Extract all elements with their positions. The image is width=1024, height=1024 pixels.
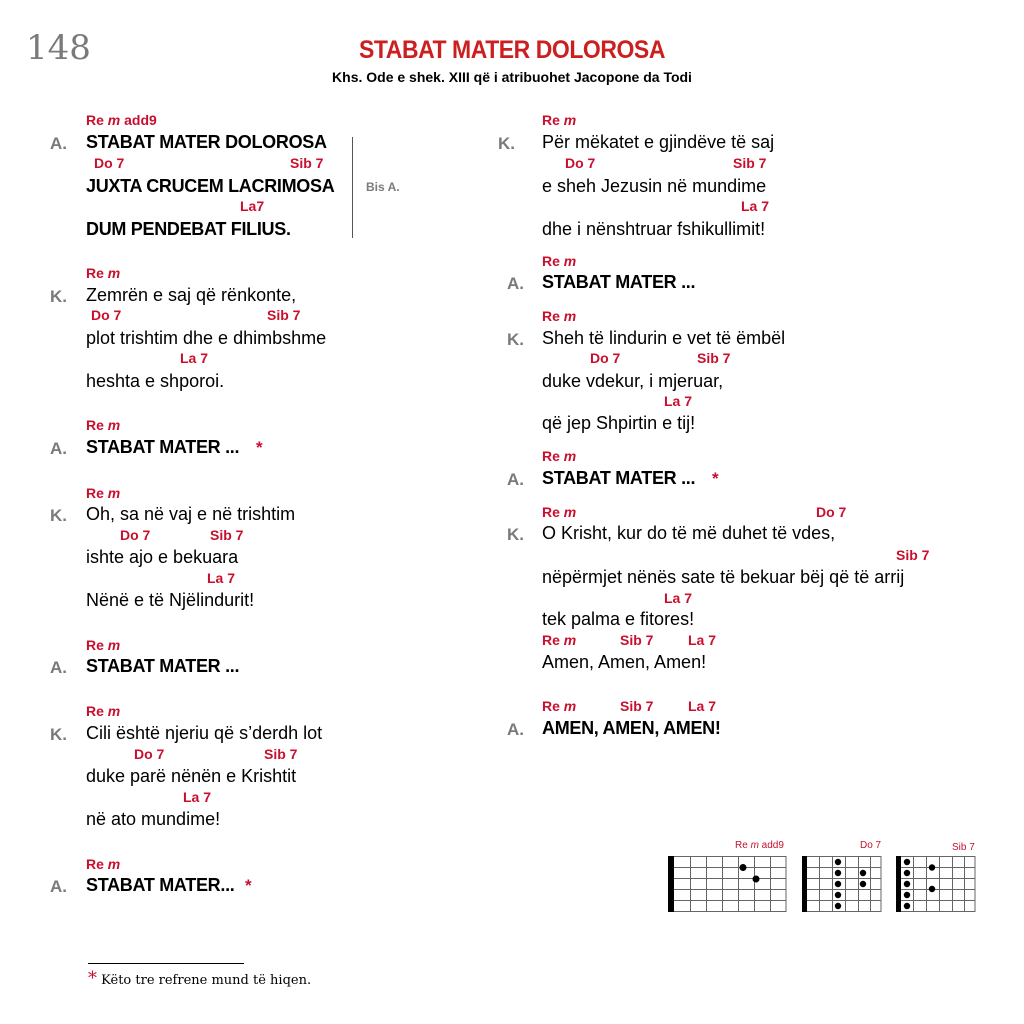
footnote-text: Këto tre refrene mund të hiqen. — [101, 973, 312, 988]
verse-label: K. — [50, 725, 67, 744]
chord: Sib 7 — [620, 632, 654, 648]
lyric-line: JUXTA CRUCEM LACRIMOSA — [86, 176, 335, 196]
song-subtitle: Khs. Ode e shek. XIII që i atribuohet Jacopone da Todi — [332, 69, 692, 85]
page-number: 148 — [26, 28, 91, 68]
chord-rem: Re m — [86, 637, 121, 653]
chord: Sib 7 — [733, 155, 767, 171]
chord: La 7 — [180, 350, 209, 366]
footnote-marker: * — [245, 876, 252, 895]
verse-label: A. — [507, 470, 524, 489]
chord: Sib 7 — [267, 307, 301, 323]
chord: La 7 — [664, 393, 693, 409]
verse-label: A. — [50, 658, 67, 677]
lyric-line: STABAT MATER ... — [542, 272, 696, 292]
lyric-line: ishte ajo e bekuara — [86, 547, 239, 567]
chord: Do 7 — [94, 155, 125, 171]
lyric-line: STABAT MATER ... — [86, 437, 240, 457]
lyric-line: tek palma e fitores! — [542, 609, 695, 629]
footnote-marker: * — [256, 438, 263, 457]
verse-label: K. — [507, 330, 524, 349]
verse-label: A. — [50, 877, 67, 896]
chord: Sib 7 — [896, 547, 930, 563]
lyric-line: Oh, sa në vaj e në trishtim — [86, 504, 296, 524]
chord: Do 7 — [120, 527, 151, 543]
chord: La7 — [240, 198, 265, 214]
lyric-line: Amen, Amen, Amen! — [542, 652, 707, 672]
chord: Sib 7 — [620, 698, 654, 714]
lyric-line: STABAT MATER ... — [542, 468, 696, 488]
footnote-marker: * — [712, 469, 719, 488]
chord-rem: Re m — [542, 253, 577, 269]
chord: La 7 — [688, 632, 717, 648]
chord: Do 7 — [816, 504, 847, 520]
verse-label: K. — [50, 506, 67, 525]
lyric-line: që jep Shpirtin e tij! — [542, 413, 696, 433]
lyric-line: heshta e shporoi. — [86, 371, 225, 391]
chord: Do 7 — [91, 307, 122, 323]
chord: Sib 7 — [697, 350, 731, 366]
lyric-line: STABAT MATER DOLOROSA — [86, 132, 327, 152]
lyric-line: plot trishtim dhe e dhimbshme — [86, 328, 327, 348]
chord-rem: Re m — [86, 485, 121, 501]
lyric-line: Nënë e të Njëlindurit! — [86, 590, 255, 610]
chord-diagram-do7 — [802, 855, 882, 913]
chord: La 7 — [741, 198, 770, 214]
lyric-line: Cili është njeriu që s’derdh lot — [86, 723, 323, 743]
chord: Do 7 — [565, 155, 596, 171]
verse-label: A. — [50, 439, 67, 458]
chord-rem: Re m — [542, 448, 577, 464]
chord-rem: Re m — [86, 265, 121, 281]
chord-diagram-rem-add9 — [668, 855, 788, 913]
chord: Sib 7 — [264, 746, 298, 762]
lyric-line: Për mëkatet e gjindëve të saj — [542, 132, 775, 152]
footnote — [88, 968, 311, 989]
chord-rem: Re m — [86, 417, 121, 433]
chord: Do 7 — [590, 350, 621, 366]
verse-label: A. — [50, 134, 67, 153]
lyric-line: O Krisht, kur do të më duhet të vdes, — [542, 523, 836, 543]
chord-rem: Re m — [542, 112, 577, 128]
lyric-line: Zemrën e saj që rënkonte, — [86, 285, 297, 305]
lyric-line: duke parë nënën e Krishtit — [86, 766, 297, 786]
chord-rem: Re m — [542, 698, 577, 714]
chord: La 7 — [183, 789, 212, 805]
chord-rem: Re m — [542, 632, 577, 648]
chord: Sib 7 — [210, 527, 244, 543]
chord: Sib 7 — [290, 155, 324, 171]
chord-diagram-label: Sib 7 — [952, 842, 975, 853]
lyric-line: duke vdekur, i mjeruar, — [542, 371, 724, 391]
verse-label: K. — [498, 134, 515, 153]
lyric-line: Sheh të lindurin e vet të ëmbël — [542, 328, 786, 348]
chord-rem: Re m — [86, 703, 121, 719]
lyric-line: e sheh Jezusin në mundime — [542, 176, 767, 196]
lyric-line: STABAT MATER... — [86, 875, 235, 895]
verse-label: K. — [50, 287, 67, 306]
lyric-line: në ato mundime! — [86, 809, 221, 829]
chord: Do 7 — [134, 746, 165, 762]
lyric-line: AMEN, AMEN, AMEN! — [542, 718, 721, 738]
lyric-line: DUM PENDEBAT FILIUS. — [86, 219, 291, 239]
bis-label: Bis A. — [366, 180, 400, 194]
chord-rem: Re m — [542, 504, 577, 520]
bis-bracket — [352, 137, 353, 238]
footnote-marker: * — [88, 968, 97, 989]
verse-label: K. — [507, 525, 524, 544]
chord-rem: Re m — [542, 308, 577, 324]
chord-diagram-label: Re m add9 — [735, 840, 784, 851]
lyric-line: dhe i nënshtruar fshikullimit! — [542, 219, 766, 239]
chord: La 7 — [207, 570, 236, 586]
chord-diagram-sib7 — [896, 855, 976, 913]
verse-label: A. — [507, 274, 524, 293]
chord-rem-add9: Re m add9 — [86, 112, 157, 128]
chord: La 7 — [688, 698, 717, 714]
chord: La 7 — [664, 590, 693, 606]
chord-diagram-label: Do 7 — [860, 840, 882, 851]
lyric-line: STABAT MATER ... — [86, 656, 240, 676]
lyric-line: nëpërmjet nënës sate të bekuar bëj që të arrij — [542, 567, 905, 587]
song-title: STABAT MATER DOLOROSA — [359, 36, 665, 64]
footnote-rule — [88, 963, 244, 964]
chord-rem: Re m — [86, 856, 121, 872]
verse-label: A. — [507, 720, 524, 739]
